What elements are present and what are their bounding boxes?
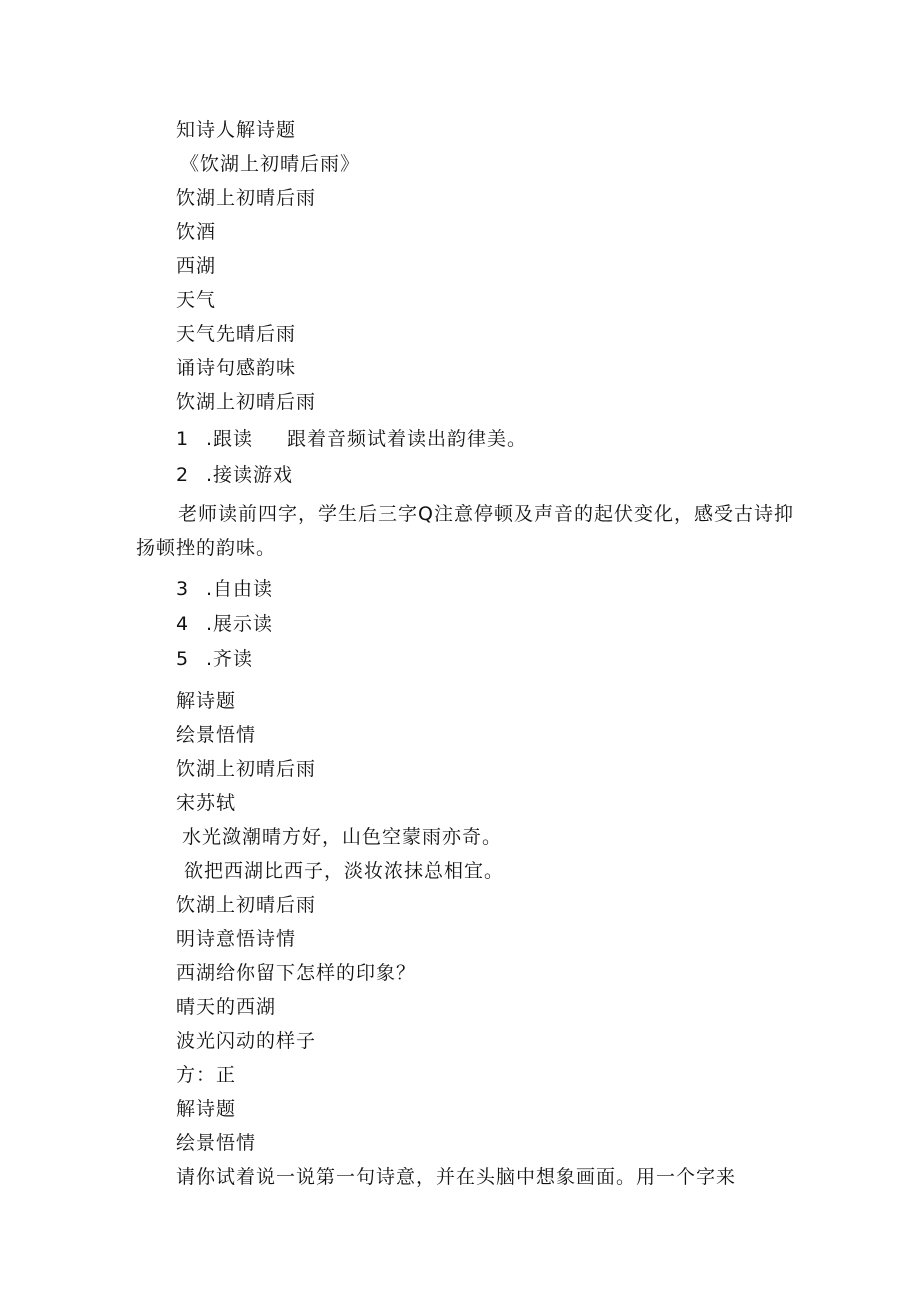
text-line: 方：正 bbox=[176, 1064, 237, 1086]
step-number: 1 bbox=[176, 428, 190, 450]
step-item bbox=[176, 577, 273, 601]
author-line: 宋苏轼 bbox=[176, 792, 237, 814]
text-line: 饮湖上初晴后雨 bbox=[176, 391, 317, 413]
step-number: 4 bbox=[176, 613, 190, 635]
text-line: 请你试着说一说第一句诗意，并在头脑中想象画面。用一个字来 bbox=[176, 1166, 737, 1188]
text-line: 解诗题 bbox=[176, 690, 237, 712]
text-line: 饮酒 bbox=[176, 221, 217, 243]
text-line: 解诗题 bbox=[176, 1098, 237, 1120]
step-item bbox=[176, 647, 253, 671]
poem-title: 《饮湖上初晴后雨》 bbox=[180, 153, 361, 175]
text-line: 天气先晴后雨 bbox=[176, 323, 297, 345]
step-label: .齐读 bbox=[206, 648, 254, 670]
text-line: 天气 bbox=[176, 289, 217, 311]
text-line: 饮湖上初晴后雨 bbox=[176, 894, 317, 916]
step-number: 5 bbox=[176, 648, 190, 670]
text-line: 西湖 bbox=[176, 255, 217, 277]
body-paragraph: 老师读前四字，学生后三字Q注意停顿及声音的起伏变化，感受古诗抑扬顿挫的韵味。 bbox=[136, 503, 794, 559]
text-line: 饮湖上初晴后雨 bbox=[176, 758, 317, 780]
step-label: .自由读 bbox=[206, 578, 274, 600]
text-line: 绘景悟情 bbox=[176, 724, 257, 746]
step-number: 3 bbox=[176, 578, 190, 600]
step-number: 2 bbox=[176, 464, 190, 486]
poem-line: 欲把西湖比西子，淡妆浓抹总相宜。 bbox=[184, 860, 505, 882]
step-item bbox=[176, 612, 273, 636]
step-item bbox=[176, 463, 293, 487]
text-line: 绘景悟情 bbox=[176, 1132, 257, 1154]
text-line: 波光闪动的样子 bbox=[176, 1030, 317, 1052]
text-line: 晴天的西湖 bbox=[176, 996, 277, 1018]
text-line: 饮湖上初晴后雨 bbox=[176, 187, 317, 209]
text-line: 诵诗句感韵味 bbox=[176, 357, 297, 379]
step-item bbox=[176, 427, 527, 451]
heading-line: 知诗人解诗题 bbox=[176, 119, 297, 141]
text-line: 明诗意悟诗情 bbox=[176, 928, 297, 950]
step-label: .接读游戏 bbox=[206, 464, 294, 486]
step-label: .跟读 bbox=[206, 428, 254, 450]
question-line: 西湖给你留下怎样的印象？ bbox=[176, 962, 417, 984]
step-label: .展示读 bbox=[206, 613, 274, 635]
step-text: 跟着音频试着读出韵律美。 bbox=[287, 428, 528, 450]
poem-line: 水光潋潮晴方好，山色空蒙雨亦奇。 bbox=[182, 826, 503, 848]
